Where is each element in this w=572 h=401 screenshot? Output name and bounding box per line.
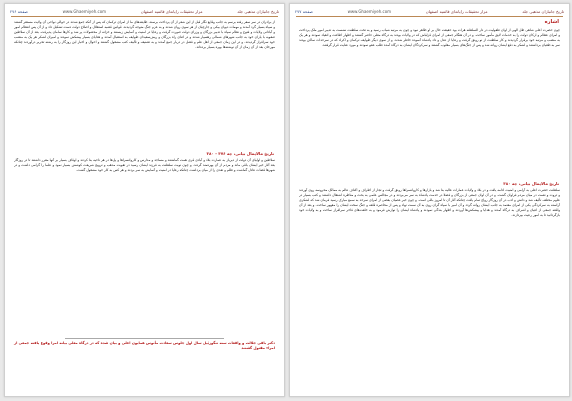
highlighted-footnote: دکتر باقی جلالت و واقعات سنه تنگوزئیل سال اول جلوس سعادت مأنوس همایون اعلی و بیان شده که در درگاه معلی بیانه امرا وقوع یافته جمعی از امراء مقتول گشتند bbox=[14, 341, 275, 351]
page-header bbox=[295, 6, 564, 16]
book-title: تاریخ جانبازان مذهبی جلد bbox=[237, 8, 279, 14]
citation-heading: تاریخ مالاپمال بیانی، چه ۳۸۰ bbox=[503, 181, 559, 186]
body-paragraph: سلطنت حضرت اعلی به آرامی و امنیت ادامه یافت و در بلاد و ولایات عمارات عالیه بنا شد و بازارها و کاروانسراها رونق گرفت و تجار از اطراف و اکناف عالم به ممالک محروسه روی آوردند و ثروت و نعمت در میان مردم فراوان گشت. و در آن اوان جمعی از بزرگان و فضلا در خدمت پادشاه به سر می‌بردند و در مجالس علمی به بحث و مناظره اشتغال داشتند و کتب بسیار در علوم مختلف تألیف شد و دانش و ادب در آن روزگار رواج تمام یافت چنانکه آثار آن تا امروز باقی است. و چون خبر عصیان بعضی از امرای سرحد به سمع مبارک رسید فرمان شد که لشکری آراسته به سرکردگی یکی از امرای معتمد به جانب ایشان روانه گردد و آن امیر با سپاه گران روی به آن سمت نهاد و پس از محاصره قلعه و جنگ سخت ایشان را مقهور ساخت. و بعد از آن واقعه جمعی از اعیان و اشراف به درگاه آمدند و هدایا و پیشکش‌ها آوردند و اظهار بندگی نمودند و پادشاه ایشان را نوازش فرمود و به خلعت‌های فاخر سرافراز ساخت و به ولایات خود بازگردانید تا به امور رعیت بپردازند. bbox=[299, 188, 560, 218]
section-title: اشاره bbox=[544, 19, 559, 25]
page-number: صفحه ۲۷۷ bbox=[295, 8, 313, 14]
divider bbox=[65, 338, 224, 339]
page-number: صفحه ۲۷۶ bbox=[10, 8, 28, 14]
series-title: مزار تحقیقات رایانه‌ای قائمیه اصفهان bbox=[140, 8, 203, 14]
header-rule bbox=[296, 16, 563, 17]
header-rule bbox=[11, 16, 278, 17]
right-page bbox=[289, 3, 570, 397]
series-title: مزار تحقیقات رایانه‌ای قائمیه اصفهان bbox=[425, 8, 488, 14]
site-url[interactable]: www.Ghaemiyeh.com bbox=[347, 8, 392, 14]
body-paragraph: چون حضرت اعلی شاهی ظل الهی از اوان طفولیت در دار السلطنه هرات بود حقیقت حال بر او ظاهر نبود و چون به مرتبه شباب رسید و به تخت سلطنت نشست به تدبیر امور ملک پرداخت و امرای عظام و ارکان دولت را به خدمات لایق مأمور ساخت. و در آن هنگام جمعی از امرای قزلباش که در ولایات بودند به درگاه معلی حاضر گشتند و اظهار اطاعت و انقیاد نمودند و هر یک به منصب و مرتبه خود برقرار گردیدند و کار سلطنت از نو رونق گرفت و رعایا از عدل و داد پادشاه آسوده خاطر شدند. و از سوی دیگر طوایف ترکمان و اکراد که در سرحدات ساکن بودند سر به طغیان برداشتند و لشکر به دفع ایشان روانه شد و پس از جنگ‌های بسیار مغلوب گشتند و سرکردگان ایشان به درگاه آمده طلب عفو نمودند و مورد عنایت قرار گرفتند. bbox=[299, 28, 560, 48]
left-page bbox=[4, 3, 285, 397]
body-paragraph: سلاطین و اولیای آن دولت از دیرباز به عمارت بلاد و آبادی قری همت گماشتند و مساجد و مدارس و کاروانسراها و پل‌ها در هر ناحیه بنا کردند و اوقاف بسیار بر آنها مقرر داشتند تا در روزگار بعد آثار خیر ایشان باقی ماند و مردم از آن بهره‌مند گردند. و چون نوبت سلطنت به فرزند ایشان رسید در تقویت مذهب و ترویج شریعت کوشش بسیار نمود و علما را گرامی داشت و در شهرها قضات عادل گماشت و ظلم و تعدی را از میان برداشت چنانکه رعایا در امنیت و آسایش به سر بردند و هر کس به کار خود مشغول گشت. bbox=[14, 158, 275, 173]
page-header bbox=[10, 6, 279, 16]
body-paragraph: از برادران در سر سفر رفته برسم به جانب وقایع نگار قبل از این شعر از آن پرداخت برسند، طایفه‌های ما از امرای ترکمان که پس از آنکه جمع شدند در حوالی نواحی آن ولایت مستقر گشتند و سپاه بسیار گرد آمدند و مهمات دیوان بیکی و جارچیان از هر سوی روان شدند و به عزم جنگ متوجه گردیدند. قوانین قصبه استقلال و اصلاح دولت دست تشکیل داد و از آن پس انتظام امور و آبادانی ولایات و فتوح و نظام سپاه با تدبیر بزرگان و وزرای دولت صورت گرفت و رعایا در امنیت و آسایش زیستند و خزانه از محصولات پر شد و کارها سامان پذیرفت. بعد از آن سلاطین صفویه با یاران خود به جانب شهرهای شمالی رهسپار شدند و در اثنای راه بزرگان و ریش‌سفیدان طوایف به استقبال آمدند و هدایای بسیار پیشکش نمودند و امیران لشکر هر یک به منصب خود سرافراز گردیدند. و در این زمان جمعی از اهل علم و فضل در دربار جمع آمدند و به تصنیف و تألیف کتب مشغول گشتند و احوال و اخبار این روزگار را به رشته تحریر درآوردند چنانکه مورخان بعد از آن زمان از آن نوشته‌ها بهره بسیار برده‌اند. bbox=[14, 20, 275, 50]
book-title: تاریخ جانبازان مذهبی جلد bbox=[522, 8, 564, 14]
site-url[interactable]: www.Ghaemiyeh.com bbox=[62, 8, 107, 14]
citation-heading: تاریخ مالاپمال بیانی، چه ۳۷۶ - ۳۸۰ bbox=[206, 151, 274, 156]
